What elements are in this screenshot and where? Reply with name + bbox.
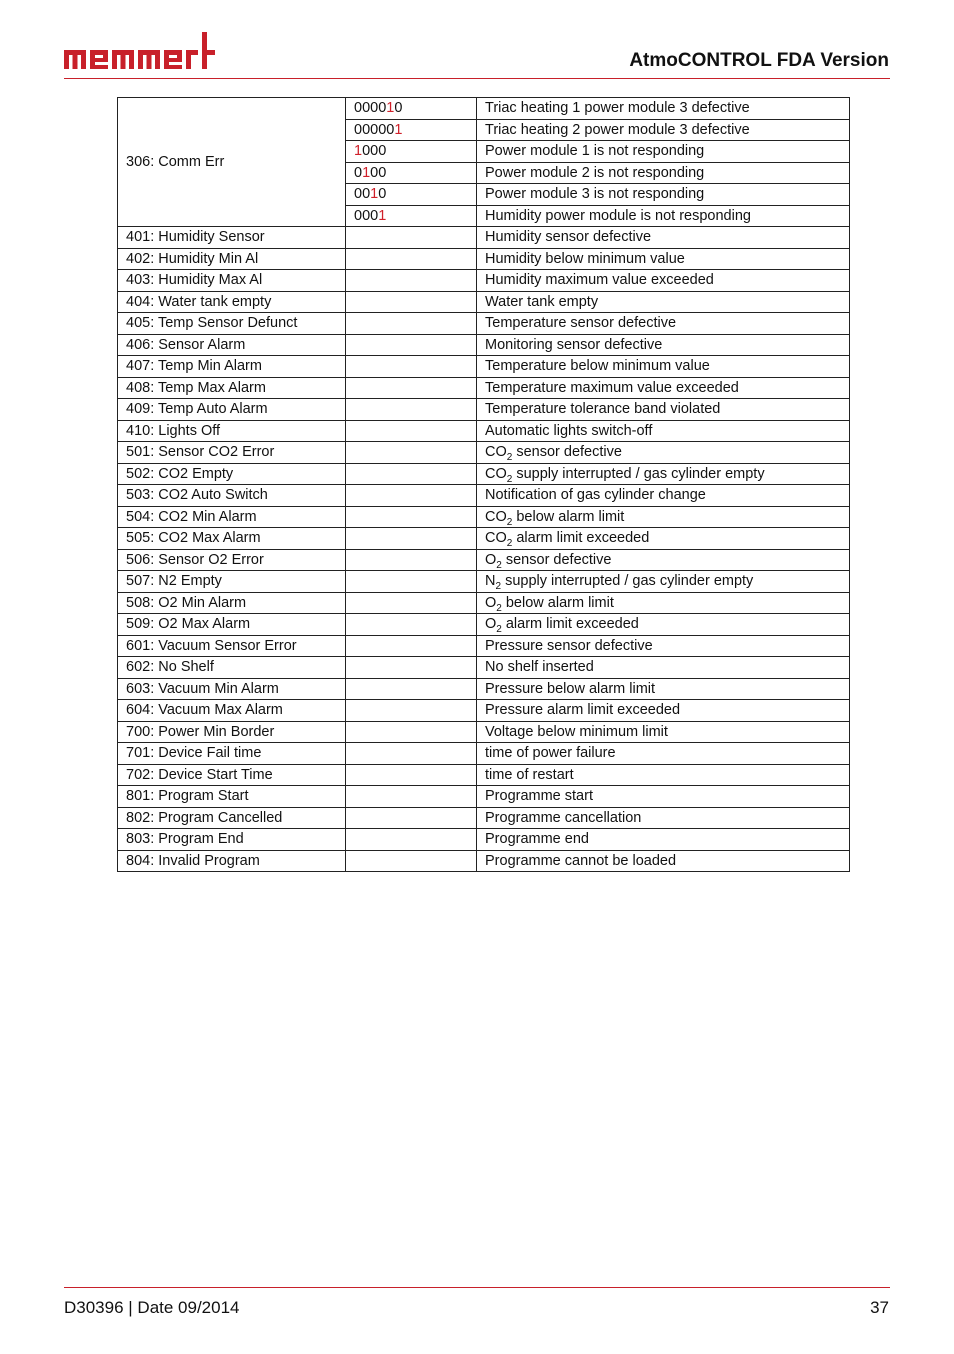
bit-code-cell xyxy=(346,571,477,593)
description-suffix: below alarm limit xyxy=(501,594,614,611)
error-code-cell: 405: Temp Sensor Defunct xyxy=(118,313,346,335)
bit-code-highlight: 1 xyxy=(354,143,363,160)
bit-code-prefix: 0000 xyxy=(354,100,387,117)
error-code-cell: 402: Humidity Min Al xyxy=(118,248,346,270)
error-code-cell: 601: Vacuum Sensor Error xyxy=(118,635,346,657)
table-row xyxy=(118,377,850,399)
table-row xyxy=(118,678,850,700)
description-cell: Power module 3 is not responding xyxy=(477,184,850,206)
description-prefix: CO xyxy=(485,508,507,525)
description-prefix: O xyxy=(485,594,497,611)
error-code-cell: 409: Temp Auto Alarm xyxy=(118,399,346,421)
error-code-cell: 410: Lights Off xyxy=(118,420,346,442)
error-code-table xyxy=(117,97,850,872)
bit-code-cell xyxy=(346,786,477,808)
error-code-cell: 801: Program Start xyxy=(118,786,346,808)
table-row xyxy=(118,743,850,765)
bit-code-cell xyxy=(346,98,477,120)
description-cell: Triac heating 1 power module 3 defective xyxy=(477,98,850,120)
description-cell: Humidity power module is not responding xyxy=(477,205,850,227)
table-row xyxy=(118,657,850,679)
table-row xyxy=(118,356,850,378)
error-code-cell: 403: Humidity Max Al xyxy=(118,270,346,292)
bit-code-highlight: 1 xyxy=(378,207,387,224)
table-row xyxy=(118,485,850,507)
table-row xyxy=(118,700,850,722)
bit-code-prefix: 00 xyxy=(354,186,371,203)
table-row xyxy=(118,291,850,313)
document-title: AtmoCONTROL FDA Version xyxy=(629,50,889,71)
bit-code-cell xyxy=(346,829,477,851)
table-row xyxy=(118,571,850,593)
description-cell: Temperature sensor defective xyxy=(477,313,850,335)
bit-code-cell xyxy=(346,592,477,614)
error-code-cell: 602: No Shelf xyxy=(118,657,346,679)
description-cell: Triac heating 2 power module 3 defective xyxy=(477,119,850,141)
bit-code-highlight: 1 xyxy=(394,121,403,138)
bit-code-cell xyxy=(346,442,477,464)
subscript: 2 xyxy=(496,602,502,614)
error-code-cell: 603: Vacuum Min Alarm xyxy=(118,678,346,700)
footer-divider xyxy=(64,1287,890,1288)
bit-code-cell xyxy=(346,248,477,270)
bit-code-cell xyxy=(346,162,477,184)
description-cell: Humidity below minimum value xyxy=(477,248,850,270)
bit-code-cell xyxy=(346,291,477,313)
bit-code-cell xyxy=(346,721,477,743)
bit-code-cell xyxy=(346,399,477,421)
error-code-cell: 408: Temp Max Alarm xyxy=(118,377,346,399)
error-code-cell: 700: Power Min Border xyxy=(118,721,346,743)
table-row xyxy=(118,463,850,485)
description-cell xyxy=(477,614,850,636)
description-cell: Programme cancellation xyxy=(477,807,850,829)
description-cell: Temperature tolerance band violated xyxy=(477,399,850,421)
bit-code-cell xyxy=(346,657,477,679)
table-row xyxy=(118,270,850,292)
description-cell: time of power failure xyxy=(477,743,850,765)
error-code-cell: 506: Sensor O2 Error xyxy=(118,549,346,571)
description-prefix: O xyxy=(485,616,497,633)
table-row xyxy=(118,807,850,829)
error-code-cell: 701: Device Fail time xyxy=(118,743,346,765)
error-code-cell: 803: Program End xyxy=(118,829,346,851)
table-row xyxy=(118,549,850,571)
table-row xyxy=(118,764,850,786)
table-row xyxy=(118,592,850,614)
description-cell: Power module 1 is not responding xyxy=(477,141,850,163)
description-suffix: alarm limit exceeded xyxy=(501,616,639,633)
document-info: D30396 | Date 09/2014 xyxy=(64,1298,240,1317)
table-row xyxy=(118,334,850,356)
description-cell: Automatic lights switch-off xyxy=(477,420,850,442)
error-code-cell: 604: Vacuum Max Alarm xyxy=(118,700,346,722)
description-cell: time of restart xyxy=(477,764,850,786)
table-row xyxy=(118,98,850,120)
description-cell xyxy=(477,571,850,593)
bit-code-cell xyxy=(346,119,477,141)
error-code-cell: 507: N2 Empty xyxy=(118,571,346,593)
error-code-cell: 802: Program Cancelled xyxy=(118,807,346,829)
description-cell: Temperature maximum value exceeded xyxy=(477,377,850,399)
bit-code-cell xyxy=(346,506,477,528)
description-prefix: CO xyxy=(485,444,507,461)
error-code-cell: 702: Device Start Time xyxy=(118,764,346,786)
page-number: 37 xyxy=(870,1298,889,1317)
error-code-cell: 404: Water tank empty xyxy=(118,291,346,313)
error-code-cell: 508: O2 Min Alarm xyxy=(118,592,346,614)
description-cell xyxy=(477,549,850,571)
table-row xyxy=(118,614,850,636)
subscript: 2 xyxy=(506,516,513,528)
bit-code-cell xyxy=(346,313,477,335)
subscript: 2 xyxy=(506,538,513,549)
bit-code-cell xyxy=(346,700,477,722)
subscript: 2 xyxy=(506,452,513,463)
bit-code-highlight: 1 xyxy=(362,164,371,181)
description-suffix: supply interrupted / gas cylinder empty xyxy=(501,573,754,590)
description-cell: Water tank empty xyxy=(477,291,850,313)
description-cell: Notification of gas cylinder change xyxy=(477,485,850,507)
description-cell: Temperature below minimum value xyxy=(477,356,850,378)
description-cell: Pressure below alarm limit xyxy=(477,678,850,700)
bit-code-prefix: 0 xyxy=(354,164,363,181)
bit-code-cell xyxy=(346,635,477,657)
bit-code-cell xyxy=(346,807,477,829)
description-cell xyxy=(477,592,850,614)
bit-code-prefix: 00000 xyxy=(354,121,395,138)
bit-code-cell xyxy=(346,141,477,163)
description-cell: Programme end xyxy=(477,829,850,851)
description-prefix: O xyxy=(485,551,497,568)
header-divider xyxy=(64,78,890,79)
bit-code-cell xyxy=(346,485,477,507)
description-suffix: supply interrupted / gas cylinder empty xyxy=(512,465,765,482)
bit-code-cell xyxy=(346,270,477,292)
bit-code-cell xyxy=(346,184,477,206)
memmert-logo xyxy=(64,30,216,72)
description-cell: Pressure alarm limit exceeded xyxy=(477,700,850,722)
bit-code-cell xyxy=(346,334,477,356)
error-code-cell: 407: Temp Min Alarm xyxy=(118,356,346,378)
error-code-cell: 306: Comm Err xyxy=(118,98,346,227)
bit-code-cell xyxy=(346,356,477,378)
table-row xyxy=(118,850,850,872)
table-row xyxy=(118,248,850,270)
error-code-cell: 401: Humidity Sensor xyxy=(118,227,346,249)
bit-code-cell xyxy=(346,377,477,399)
description-suffix: sensor defective xyxy=(512,444,622,461)
error-code-cell: 501: Sensor CO2 Error xyxy=(118,442,346,464)
bit-code-cell xyxy=(346,549,477,571)
bit-code-cell xyxy=(346,205,477,227)
bit-code-highlight: 1 xyxy=(370,186,379,203)
description-cell xyxy=(477,528,850,550)
error-code-cell: 406: Sensor Alarm xyxy=(118,334,346,356)
table-row xyxy=(118,635,850,657)
bit-code-cell xyxy=(346,678,477,700)
subscript: 2 xyxy=(496,624,502,635)
subscript: 2 xyxy=(495,581,502,592)
error-code-cell: 504: CO2 Min Alarm xyxy=(118,506,346,528)
description-cell: Pressure sensor defective xyxy=(477,635,850,657)
description-cell: Voltage below minimum limit xyxy=(477,721,850,743)
bit-code-suffix: 000 xyxy=(362,143,387,160)
bit-code-cell xyxy=(346,528,477,550)
subscript: 2 xyxy=(506,473,513,485)
table-row xyxy=(118,506,850,528)
description-cell: Programme start xyxy=(477,786,850,808)
description-suffix: alarm limit exceeded xyxy=(512,530,650,547)
description-cell: Humidity maximum value exceeded xyxy=(477,270,850,292)
table-row xyxy=(118,227,850,249)
bit-code-cell xyxy=(346,420,477,442)
description-cell: No shelf inserted xyxy=(477,657,850,679)
table-row xyxy=(118,442,850,464)
bit-code-highlight: 1 xyxy=(386,100,395,117)
description-prefix: CO xyxy=(485,465,507,482)
bit-code-cell xyxy=(346,463,477,485)
table-row xyxy=(118,786,850,808)
bit-code-cell xyxy=(346,227,477,249)
description-cell: Humidity sensor defective xyxy=(477,227,850,249)
description-suffix: sensor defective xyxy=(501,551,612,568)
bit-code-suffix: 00 xyxy=(370,164,387,181)
bit-code-cell xyxy=(346,764,477,786)
table-row xyxy=(118,420,850,442)
bit-code-prefix: 000 xyxy=(354,207,379,224)
subscript: 2 xyxy=(496,559,502,571)
description-cell: Monitoring sensor defective xyxy=(477,334,850,356)
description-cell xyxy=(477,442,850,464)
table-row xyxy=(118,399,850,421)
bit-code-cell xyxy=(346,743,477,765)
table-row xyxy=(118,313,850,335)
description-cell: Programme cannot be loaded xyxy=(477,850,850,872)
error-code-cell: 505: CO2 Max Alarm xyxy=(118,528,346,550)
description-cell: Power module 2 is not responding xyxy=(477,162,850,184)
description-prefix: CO xyxy=(485,530,507,547)
table-row xyxy=(118,829,850,851)
error-code-cell: 509: O2 Max Alarm xyxy=(118,614,346,636)
bit-code-suffix: 0 xyxy=(394,100,403,117)
error-code-cell: 502: CO2 Empty xyxy=(118,463,346,485)
description-suffix: below alarm limit xyxy=(512,508,625,525)
bit-code-suffix: 0 xyxy=(378,186,387,203)
description-prefix: N xyxy=(485,573,496,590)
description-cell xyxy=(477,463,850,485)
table-row xyxy=(118,721,850,743)
description-cell xyxy=(477,506,850,528)
error-code-cell: 503: CO2 Auto Switch xyxy=(118,485,346,507)
error-code-cell: 804: Invalid Program xyxy=(118,850,346,872)
bit-code-cell xyxy=(346,850,477,872)
table-row xyxy=(118,528,850,550)
bit-code-cell xyxy=(346,614,477,636)
